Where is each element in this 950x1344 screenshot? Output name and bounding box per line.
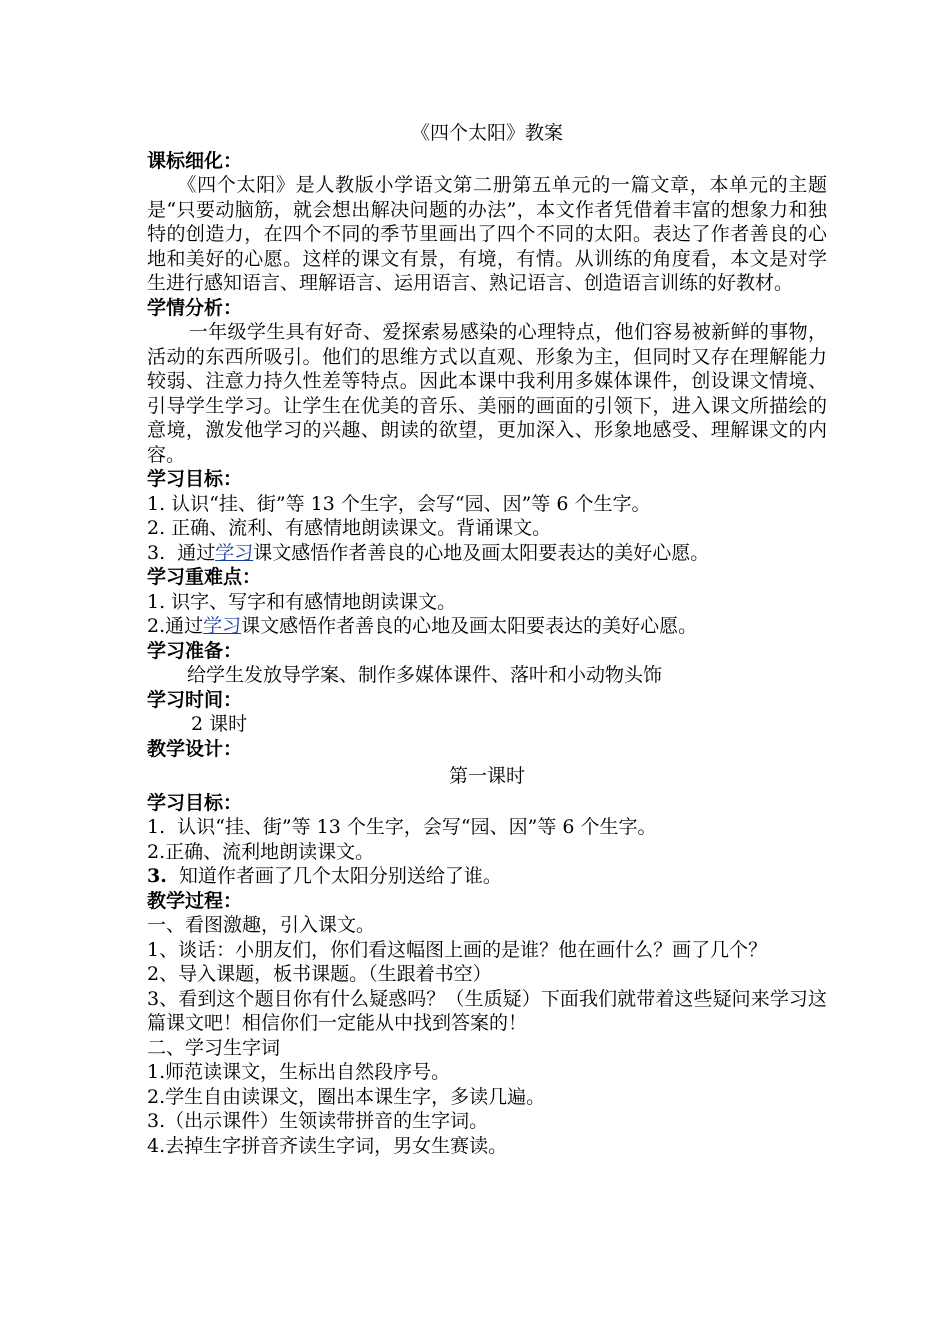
step1-title: 一、看图激趣，引入课文。 bbox=[147, 914, 376, 936]
heading-guocheng: 教学过程： bbox=[147, 889, 243, 912]
first-lesson-title: 第一课时 bbox=[448, 765, 525, 787]
shijian-text: 2 课时 bbox=[191, 713, 248, 735]
heading-zhongnan: 学习重难点： bbox=[147, 566, 262, 588]
heading-kebiao: 课标细化： bbox=[147, 149, 243, 172]
paragraph-kebiao: 《四个太阳》是人教版小学语文第二册第五单元的一篇文章，本单元的主题是“只要动脑筋，就会想出解决问题的办法”，本文作者凭借着丰富的想象力和独特的创造力，在四个不同的季节里画出了四个不同的太阳。表达了作者善良的心地和美好的心愿。这样的课文有景，有境，有情。从训练的角度看，本文是对学生进行感知语言、理解语言、运用语言、熟记语言、创造语言训练的好教材。 bbox=[147, 174, 827, 294]
mubiao2-item-3-text: 知道作者画了几个太阳分别送给了谁。 bbox=[166, 865, 502, 887]
mubiao2-item-3-number: 3. bbox=[147, 865, 167, 887]
zhongnan-item-2 bbox=[147, 614, 827, 639]
heading-zhunbei: 学习准备： bbox=[147, 639, 243, 662]
heading-sheji: 教学设计： bbox=[147, 737, 243, 760]
mubiao-item-3 bbox=[147, 541, 827, 566]
heading-xueqing: 学情分析： bbox=[147, 296, 243, 319]
mubiao-item-3-prefix: 3. 通过 bbox=[147, 541, 216, 564]
document-title: 《四个太阳》教案 bbox=[410, 122, 563, 144]
mubiao2-item-3 bbox=[147, 864, 827, 889]
heading-mubiao-2: 学习目标： bbox=[147, 791, 243, 814]
mubiao2-item-1: 1. 认识“挂、街”等 13 个生字，会写“园、因”等 6 个生字。 bbox=[147, 816, 657, 838]
step1-item-3: 3、看到这个题目你有什么疑惑吗？（生质疑）下面我们就带着这些疑问来学习这篇课文吧！相信你们一定能从中找到答案的！ bbox=[147, 987, 827, 1034]
heading-shijian: 学习时间： bbox=[147, 688, 243, 711]
step2-item-2: 2.学生自由读课文，圈出本课生字，多读几遍。 bbox=[147, 1085, 546, 1108]
step2-item-1: 1.师范读课文，生标出自然段序号。 bbox=[147, 1061, 451, 1083]
step2-title: 二、学习生字词 bbox=[147, 1036, 281, 1059]
mubiao-item-1: 1. 认识“挂、街”等 13 个生字，会写“园、因”等 6 个生字。 bbox=[147, 492, 651, 515]
zhongnan-item-1: 1. 识字、写字和有感情地朗读课文。 bbox=[147, 590, 457, 613]
mubiao-item-3-suffix: 课文感悟作者善良的心地及画太阳要表达的美好心愿。 bbox=[253, 541, 710, 564]
document-page bbox=[147, 121, 827, 1158]
xuexi-link-2[interactable]: 学习 bbox=[203, 615, 242, 637]
step2-item-4: 4.去掉生字拼音齐读生字词，男女生赛读。 bbox=[147, 1134, 508, 1157]
mubiao-item-2: 2. 正确、流利、有感情地朗读课文。背诵课文。 bbox=[147, 517, 552, 539]
step1-item-2: 2、导入课题，板书课题。（生跟着书空） bbox=[147, 963, 492, 985]
step2-item-3: 3.（出示课件）生领读带拼音的生字词。 bbox=[147, 1110, 489, 1132]
xuexi-link[interactable]: 学习 bbox=[215, 541, 254, 564]
zhongnan-item-2-prefix: 2.通过 bbox=[147, 615, 204, 637]
step1-item-1: 1、谈话：小朋友们，你们看这幅图上画的是谁？他在画什么？画了几个？ bbox=[147, 938, 768, 961]
zhongnan-item-2-suffix: 课文感悟作者善良的心地及画太阳要表达的美好心愿。 bbox=[241, 615, 698, 637]
mubiao2-item-2: 2.正确、流利地朗读课文。 bbox=[147, 840, 375, 863]
zhunbei-text: 给学生发放导学案、制作多媒体课件、落叶和小动物头饰 bbox=[187, 664, 663, 686]
heading-mubiao: 学习目标： bbox=[147, 468, 243, 490]
paragraph-xueqing: 一年级学生具有好奇、爱探索易感染的心理特点，他们容易被新鲜的事物，活动的东西所吸引。他们的思维方式以直观、形象为主，但同时又存在理解能力较弱、注意力持久性差等特点。因此本课中我利用多媒体课件，创设课文情境、引导学生学习。让学生在优美的音乐、美丽的画面的引领下，进入课文所描绘的意境，激发他学习的兴趣、朗读的欲望，更加深入、形象地感受、理解课文的内容。 bbox=[147, 321, 827, 466]
